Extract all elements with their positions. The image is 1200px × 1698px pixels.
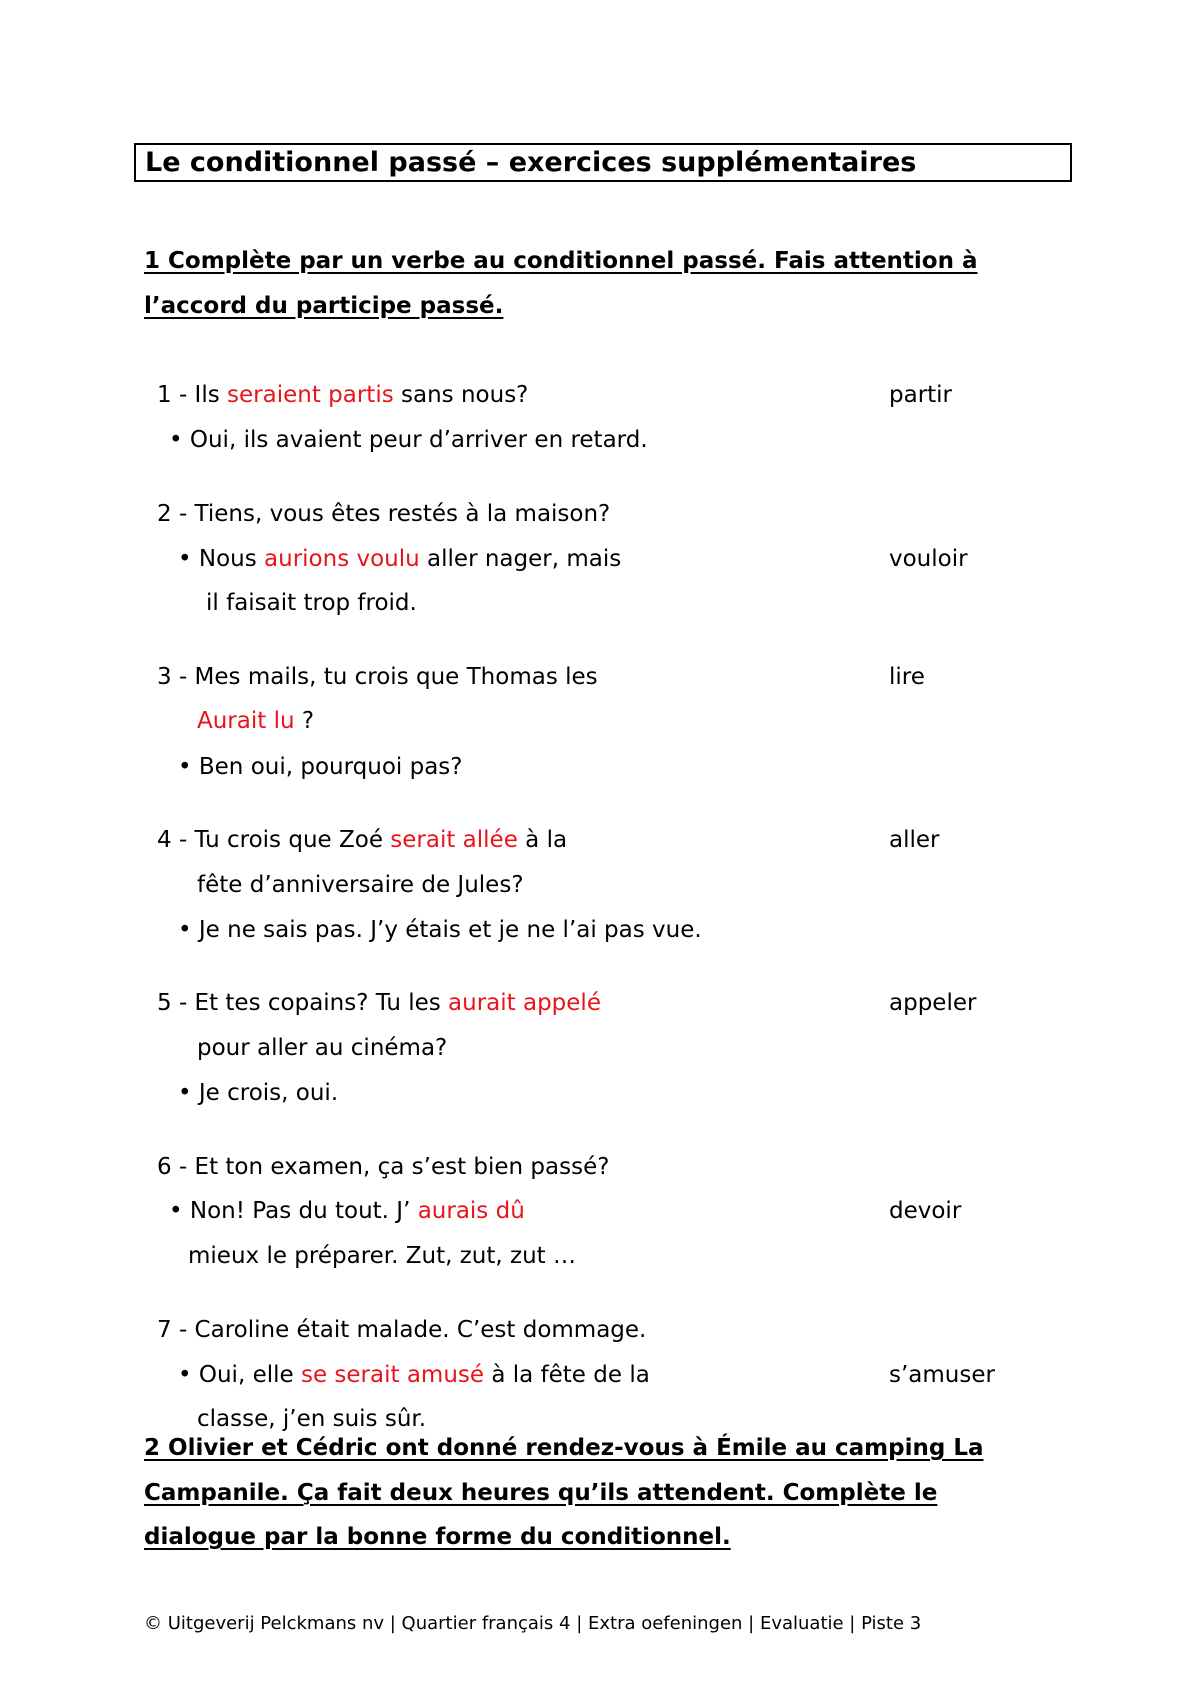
verb-5: appeler	[889, 990, 977, 1016]
question-6: 6 - Et ton examen, ça s’est bien passé?	[157, 1154, 610, 1180]
response-3: • Ben oui, pourquoi pas?	[178, 754, 463, 780]
question-1: 1 - Ils seraient partis sans nous?	[157, 382, 529, 408]
exercise-2-heading-line-3: dialogue par la bonne forme du conditionnel.	[144, 1524, 731, 1550]
exercise-2-heading-line-2: Campanile. Ça fait deux heures qu’ils attendent. Complète le	[144, 1480, 938, 1506]
answer-1: seraient partis	[227, 382, 394, 408]
answer-6: aurais dû	[417, 1198, 525, 1224]
response-2-continued: il faisait trop froid.	[206, 590, 417, 616]
exercise-1-heading-line-1: 1 Complète par un verbe au conditionnel passé. Fais attention à	[144, 248, 978, 274]
question-4: 4 - Tu crois que Zoé serait allée à la	[157, 827, 568, 853]
page-footer: © Uitgeverij Pelckmans nv | Quartier français 4 | Extra oefeningen | Evaluatie | Piste 3	[144, 1613, 922, 1634]
verb-3: lire	[889, 664, 925, 690]
response-7: • Oui, elle se serait amusé à la fête de la	[178, 1362, 650, 1388]
question-3: 3 - Mes mails, tu crois que Thomas les	[157, 664, 598, 690]
question-5-continued: pour aller au cinéma?	[197, 1035, 448, 1061]
question-5: 5 - Et tes copains? Tu les aurait appelé	[157, 990, 601, 1016]
exercise-1-heading-line-2: l’accord du participe passé.	[144, 293, 504, 319]
exercise-2-heading-line-1: 2 Olivier et Cédric ont donné rendez-vous à Émile au camping La	[144, 1435, 984, 1461]
response-6: • Non! Pas du tout. J’ aurais dû	[169, 1198, 525, 1224]
response-7-continued: classe, j’en suis sûr.	[197, 1406, 427, 1432]
verb-7: s’amuser	[889, 1362, 995, 1388]
response-5: • Je crois, oui.	[178, 1080, 339, 1106]
verb-6: devoir	[889, 1198, 962, 1224]
question-3-continued: Aurait lu ?	[197, 708, 315, 734]
response-2: • Nous aurions voulu aller nager, mais	[178, 546, 622, 572]
verb-1: partir	[889, 382, 953, 408]
response-6-continued: mieux le préparer. Zut, zut, zut …	[188, 1243, 577, 1269]
question-7: 7 - Caroline était malade. C’est dommage.	[157, 1317, 647, 1343]
answer-2: aurions voulu	[264, 546, 420, 572]
response-4: • Je ne sais pas. J’y étais et je ne l’ai pas vue.	[178, 917, 702, 943]
answer-3: Aurait lu	[197, 708, 295, 734]
answer-4: serait allée	[390, 827, 518, 853]
verb-4: aller	[889, 827, 940, 853]
question-4-continued: fête d’anniversaire de Jules?	[197, 872, 524, 898]
answer-5: aurait appelé	[448, 990, 601, 1016]
response-1: • Oui, ils avaient peur d’arriver en retard.	[169, 427, 648, 453]
page-title: Le conditionnel passé – exercices supplémentaires	[134, 143, 1072, 182]
question-2: 2 - Tiens, vous êtes restés à la maison?	[157, 501, 611, 527]
verb-2: vouloir	[889, 546, 968, 572]
answer-7: se serait amusé	[300, 1362, 485, 1388]
